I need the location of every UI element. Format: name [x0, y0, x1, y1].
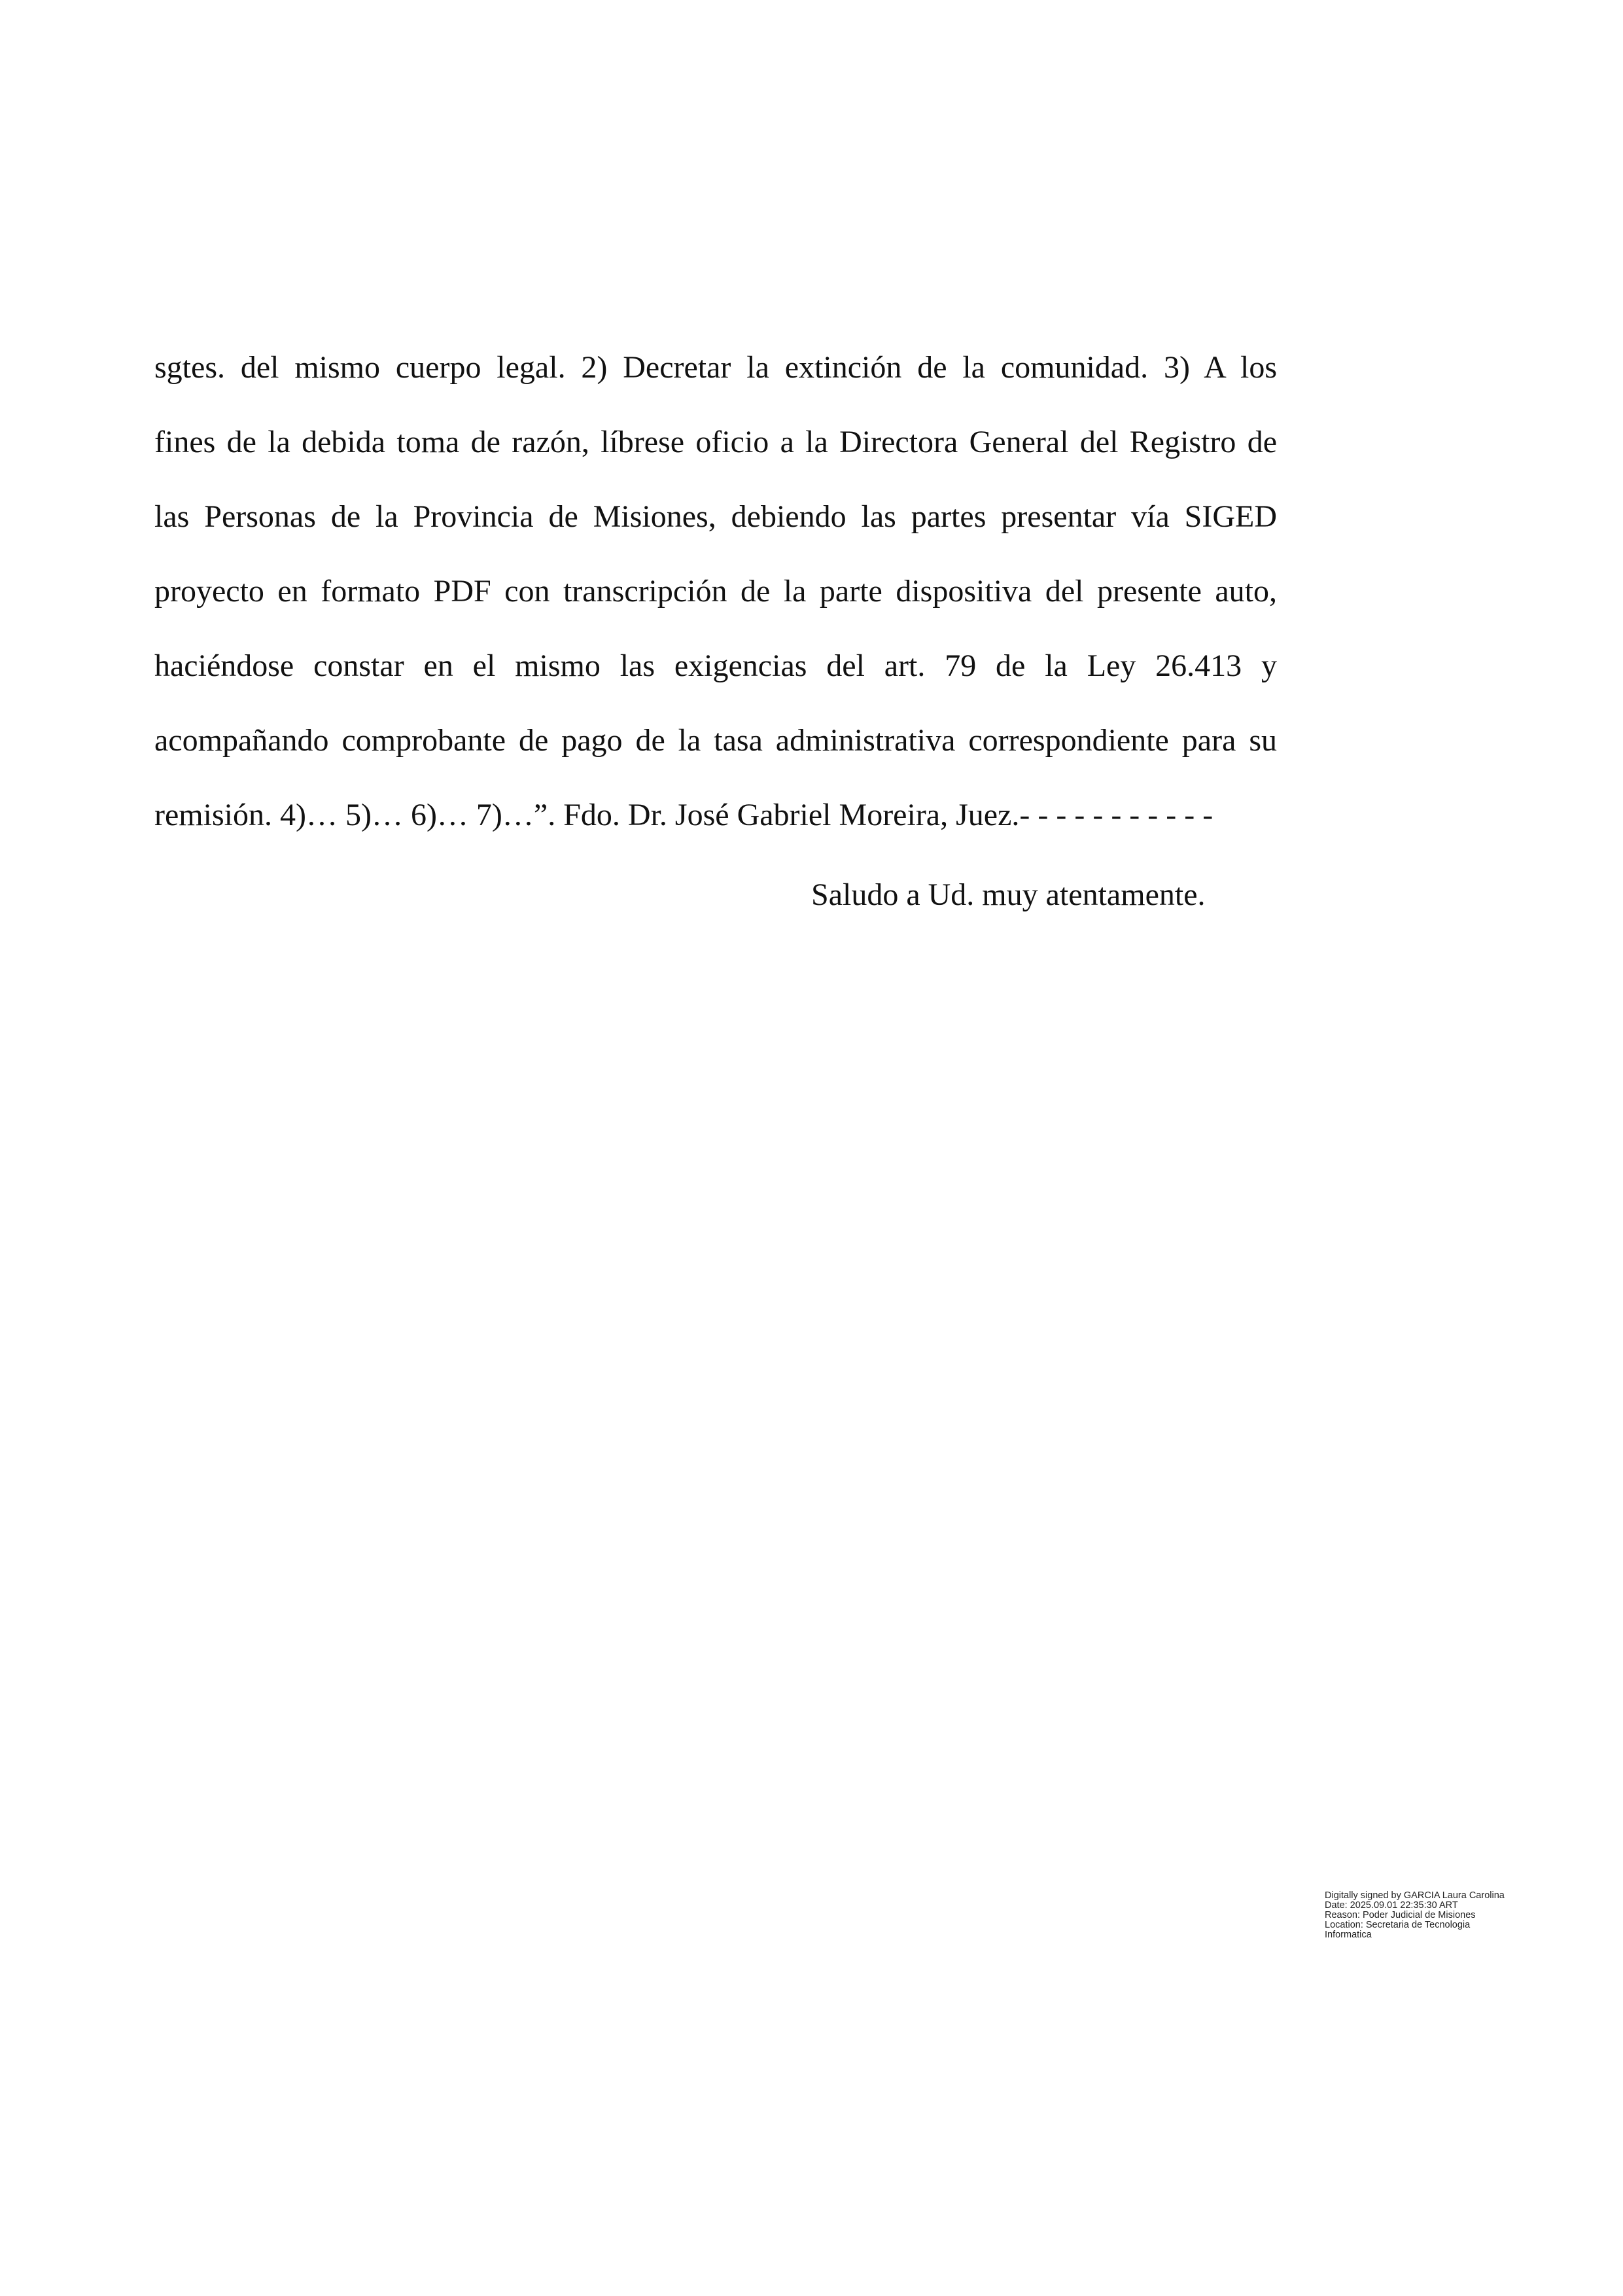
closing-salutation: Saludo a Ud. muy atentamente.: [811, 877, 1206, 912]
signature-reason: Reason: Poder Judicial de Misiones: [1325, 1910, 1476, 1920]
document-body: [154, 330, 1277, 853]
signature-location-cont: Informatica: [1325, 1930, 1372, 1940]
signature-location: Location: Secretaria de Tecnologia: [1325, 1920, 1471, 1930]
signature-date: Date: 2025.09.01 22:35:30 ART: [1325, 1900, 1458, 1911]
paragraph-line-1: sgtes. del mismo cuerpo legal. 2) Decretar la extinción de la comunidad. 3) A los: [154, 350, 1277, 385]
paragraph-line-3: las Personas de la Provincia de Misiones, debiendo las partes presentar vía SIGED: [154, 499, 1277, 534]
paragraph-line-2: fines de la debida toma de razón, líbrese oficio a la Directora General del Registro de: [154, 425, 1277, 459]
paragraph-line-5: haciéndose constar en el mismo las exigencias del art. 79 de la Ley 26.413 y: [154, 648, 1277, 683]
paragraph-line-7: remisión. 4)… 5)… 6)… 7)…”. Fdo. Dr. José Gabriel Moreira, Juez.- - - - - - - - - - -: [154, 798, 1213, 832]
paragraph-line-4: proyecto en formato PDF con transcripción de la parte dispositiva del presente auto,: [154, 574, 1277, 609]
digital-signature-stamp: [1325, 1891, 1573, 1940]
signature-signed-by: Digitally signed by GARCIA Laura Carolina: [1325, 1890, 1505, 1901]
paragraph-line-6: acompañando comprobante de pago de la tasa administrativa correspondiente para su: [154, 723, 1277, 758]
